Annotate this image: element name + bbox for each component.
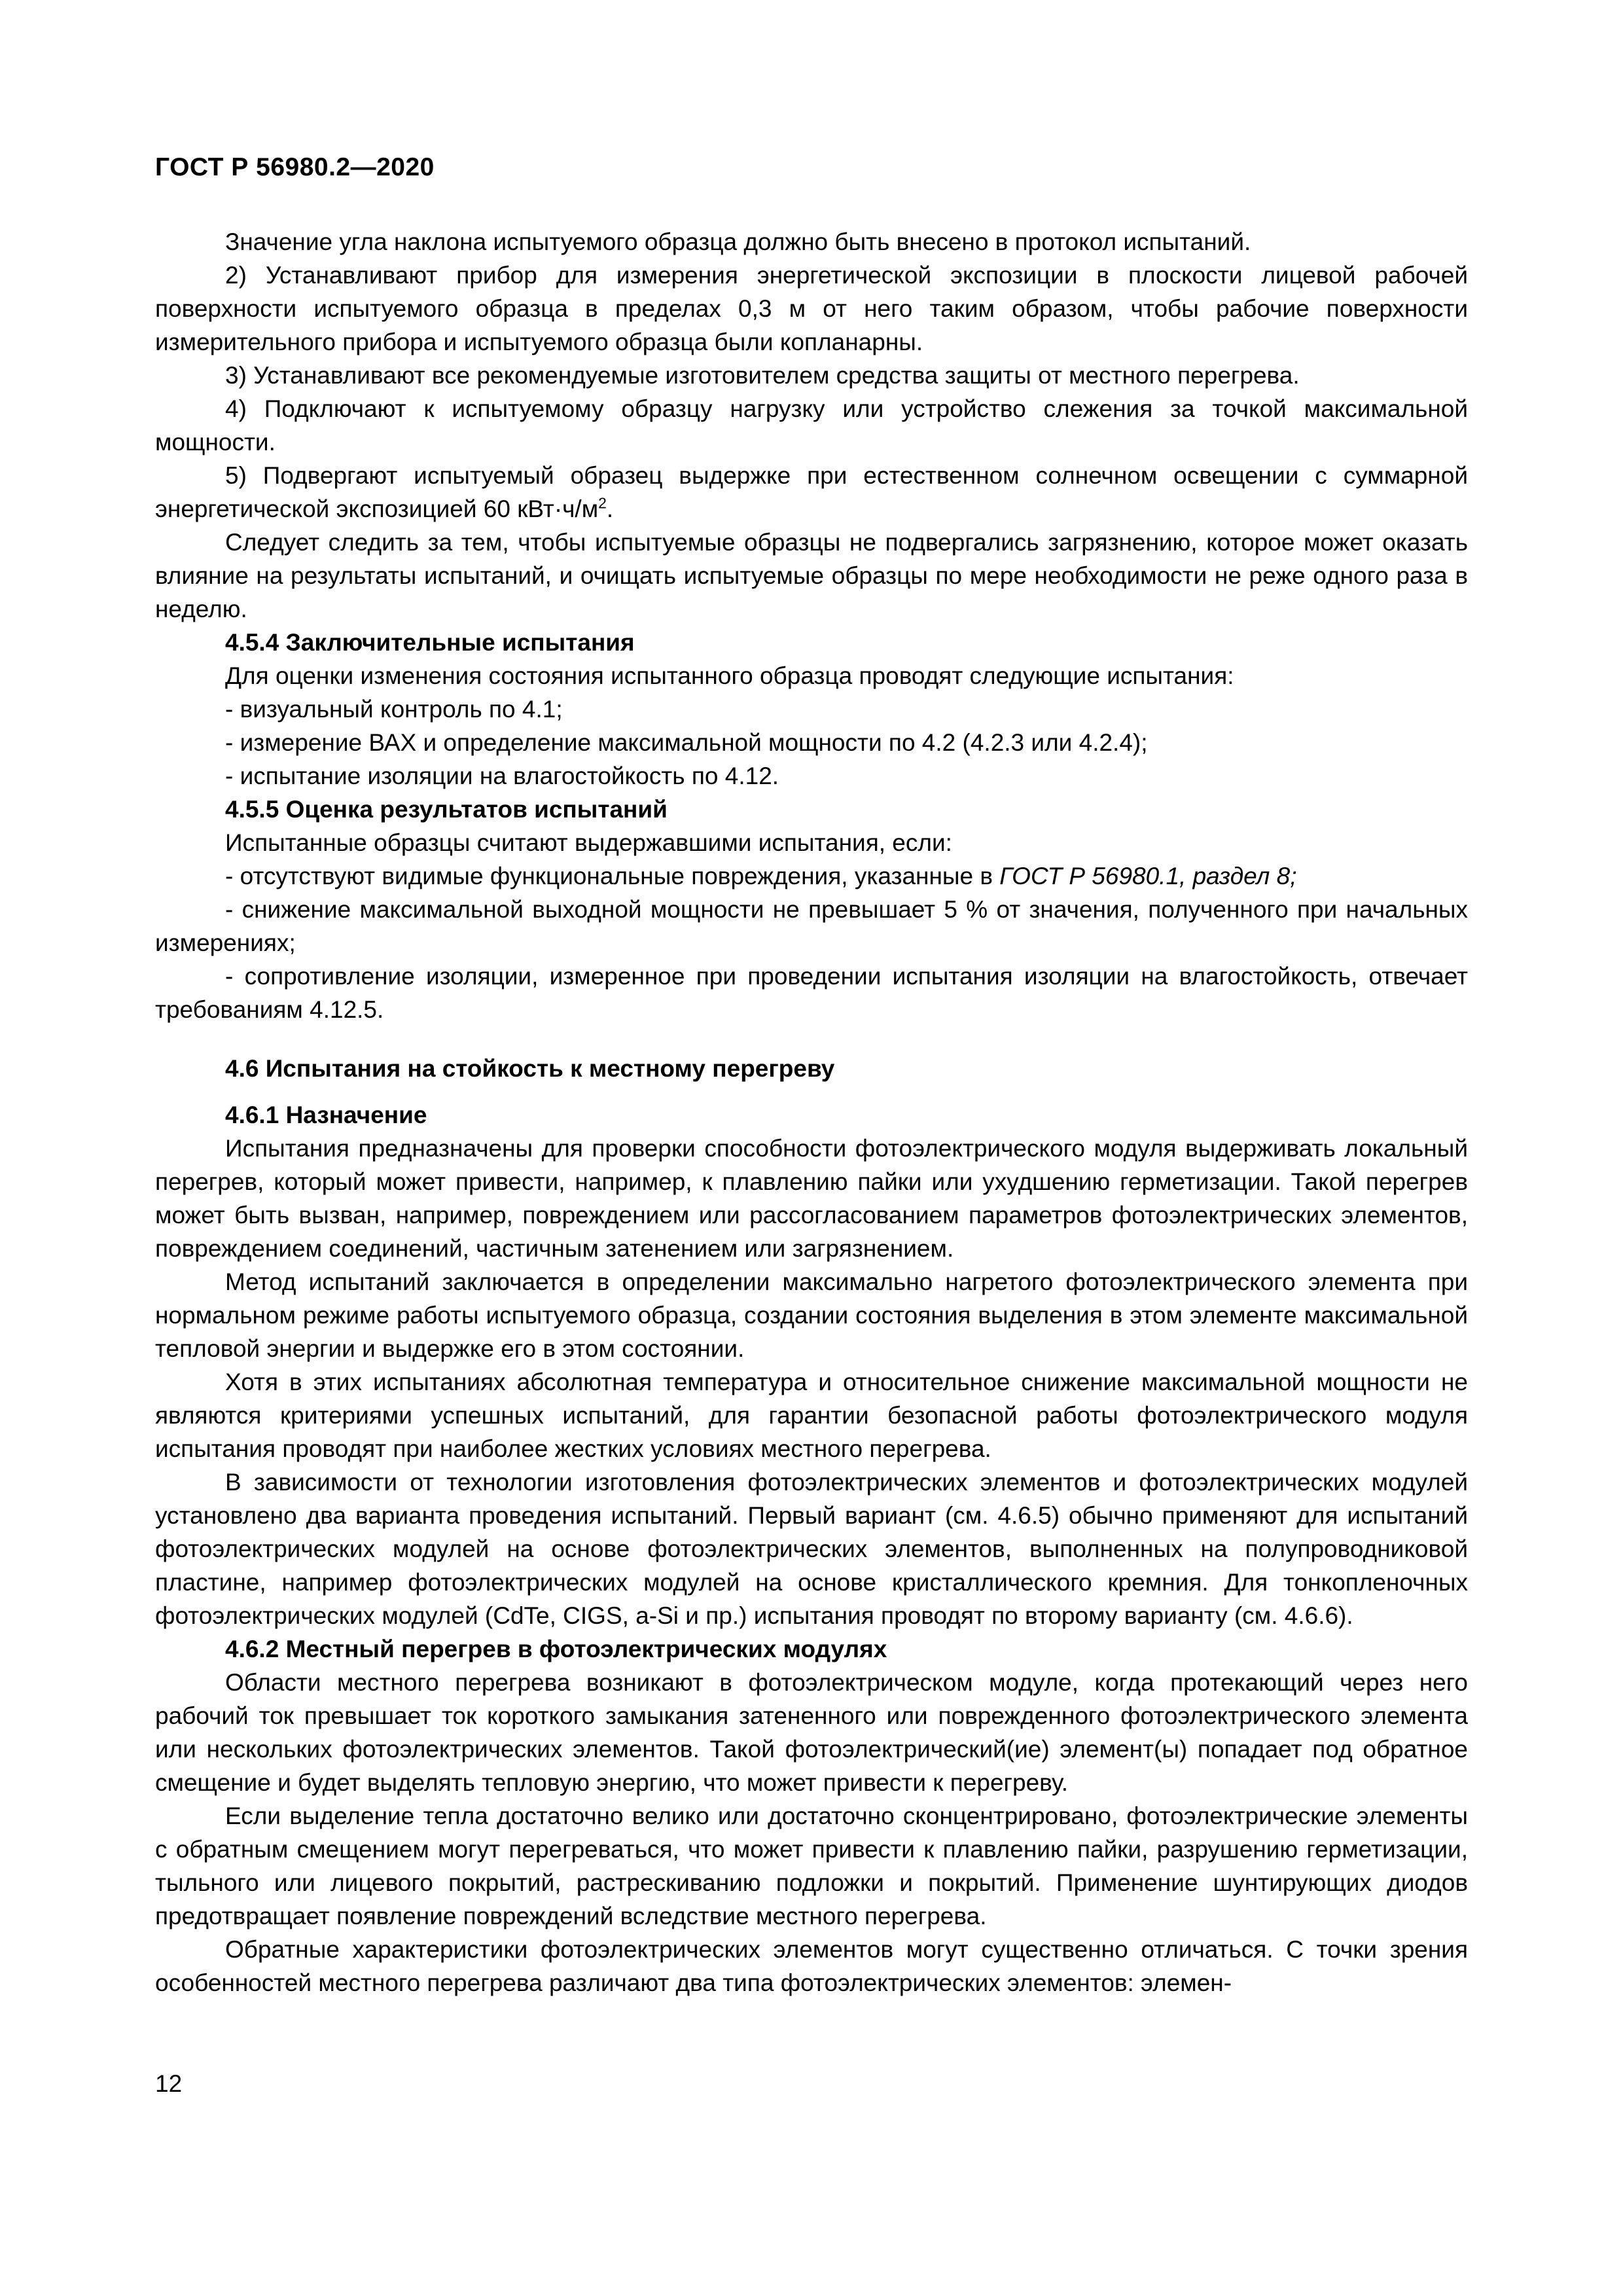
paragraph: Испытанные образцы считают выдержавшими испытания, если: [225,829,952,856]
standard-code-header: ГОСТ Р 56980.2—2020 [155,153,435,181]
subsection-heading-4-5-5: 4.5.5 Оценка результатов испытаний [225,796,668,823]
paragraph-text: 5) Подвергают испытуемый образец выдержке при естественном солнечном освещении с суммарной энергетической экспозицией 60 кВт·ч/м [155,462,1468,522]
superscript: 2 [598,494,607,512]
list-item: - измерение ВАХ и определение максимальной мощности по 4.2 (4.2.3 или 4.2.4); [225,729,1148,756]
subsection-heading-4-6-2: 4.6.2 Местный перегрев в фотоэлектрических модулях [225,1636,887,1662]
paragraph: Обратные характеристики фотоэлектрических элементов могут существенно отличаться. С точки зрения особенностей местного перегрева различают два типа фотоэлектрических элементов: элемен- [155,1936,1468,1996]
paragraph: Испытания предназначены для проверки способности фотоэлектрического модуля выдерживать локальный перегрев, который может привести, например, к плавлению пайки или ухудшению герметизации. Такой перегрев может быть вызван, например, повреждением или рассогласованием параметров фотоэлектрических элементов, повреждением соединений, частичным затенением или загрязнением. [155,1135,1468,1262]
standard-reference: ГОСТ Р 56980.1, раздел 8; [999,863,1297,889]
list-item: - сопротивление изоляции, измеренное при проведении испытания изоляции на влагостойкость, отвечает требованиям 4.12.5. [155,963,1468,1023]
paragraph: 3) Устанавливают все рекомендуемые изготовителем средства защиты от местного перегрева. [225,362,1300,389]
final-tests-list [155,692,1468,793]
paragraph: Метод испытаний заключается в определении максимально нагретого фотоэлектрического элемента при нормальном режиме работы испытуемого образца, создании состояния выделения в этом элементе максимальной тепловой энергии и выдержке его в этом состоянии. [155,1268,1468,1362]
paragraph: Для оценки изменения состояния испытанного образца проводят следующие испытания: [225,662,1234,689]
document-body [155,225,1468,2000]
paragraph [155,459,1468,526]
page-number: 12 [155,2070,183,2097]
paragraph: 2) Устанавливают прибор для измерения энергетической экспозиции в плоскости лицевой рабочей поверхности испытуемого образца в пределах 0,3 м от него таким образом, чтобы рабочие поверхности измерительного прибора и испытуемого образца были копланарны. [155,262,1468,355]
paragraph: Следует следить за тем, чтобы испытуемые образцы не подвергались загрязнению, которое может оказать влияние на результаты испытаний, и очищать испытуемые образцы по мере необходимости не реже одного раза в неделю. [155,529,1468,622]
paragraph: Хотя в этих испытаниях абсолютная температура и относительное снижение максимальной мощности не являются критериями успешных испытаний, для гарантии безопасной работы фотоэлектрического модуля испытания проводят при наиболее жестких условиях местного перегрева. [155,1369,1468,1462]
criteria-list [155,859,1468,1026]
list-item: - снижение максимальной выходной мощности не превышает 5 % от значения, полученного при начальных измерениях; [155,896,1468,956]
section-heading-4-6: 4.6 Испытания на стойкость к местному перегреву [225,1055,835,1082]
paragraph: Значение угла наклона испытуемого образца должно быть внесено в протокол испытаний. [225,228,1251,255]
list-item: - визуальный контроль по 4.1; [225,696,563,723]
list-item-text: - отсутствуют видимые функциональные повреждения, указанные в [225,863,1000,889]
paragraph: В зависимости от технологии изготовления фотоэлектрических элементов и фотоэлектрических модулей установлено два варианта проведения испытаний. Первый вариант (см. 4.6.5) обычно применяют для испытаний фотоэлектрических модулей на основе фотоэлектрических элементов, выполненных на полупроводниковой пластине, например фотоэлектрических модулей на основе кристаллического кремния. Для тонкопленочных фотоэлектрических модулей (CdTe, CIGS, a-Si и пр.) испытания проводят по второму варианту (см. 4.6.6). [155,1469,1468,1629]
list-item: - испытание изоляции на влагостойкость по 4.12. [225,762,779,789]
list-item [155,859,1468,893]
subsection-heading-4-5-4: 4.5.4 Заключительные испытания [225,629,635,656]
paragraph: Области местного перегрева возникают в фотоэлектрическом модуле, когда протекающий через него рабочий ток превышает ток короткого замыкания затененного или поврежденного фотоэлектрического элемента или нескольких фотоэлектрических элементов. Такой фотоэлектрический(ие) элемент(ы) попадает под обратное смещение и будет выделять тепловую энергию, что может привести к перегреву. [155,1669,1468,1796]
paragraph: 4) Подключают к испытуемому образцу нагрузку или устройство слежения за точкой максимальной мощности. [155,395,1468,456]
paragraph-text: . [606,495,614,522]
paragraph: Если выделение тепла достаточно велико или достаточно сконцентрировано, фотоэлектрические элементы с обратным смещением могут перегреваться, что может привести к плавлению пайки, разрушению герметизации, тыльного или лицевого покрытий, растрескиванию подложки и покрытий. Применение шунтирующих диодов предотвращает появление повреждений вследствие местного перегрева. [155,1803,1468,1929]
subsection-heading-4-6-1: 4.6.1 Назначение [225,1102,427,1128]
